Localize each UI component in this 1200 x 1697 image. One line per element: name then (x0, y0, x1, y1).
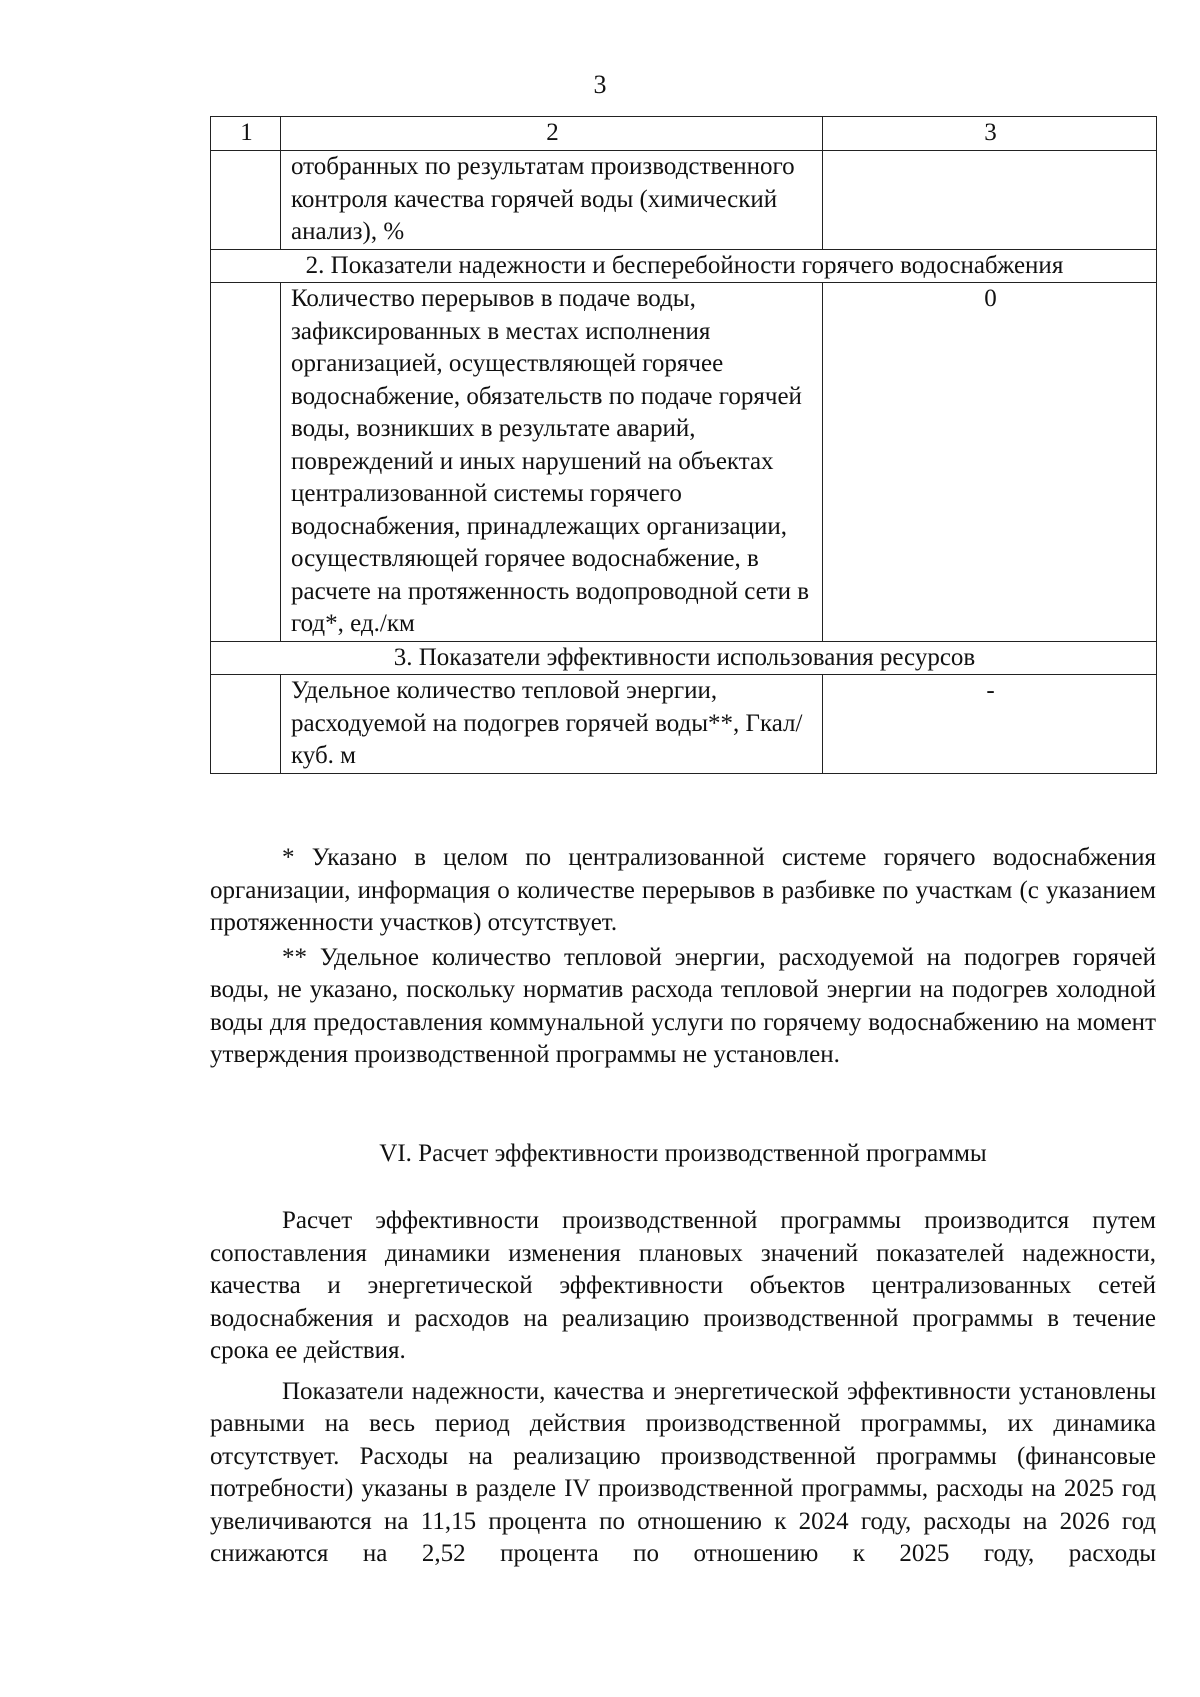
indicator-value-cell: - (823, 675, 1157, 774)
footnote-1: * Указано в целом по централизованной системе горячего водоснабжения организации, информация о количестве перерывов в разбивке по участкам (с указанием протяженности участков) отсутствует. (210, 844, 1156, 936)
row-number-cell (211, 151, 281, 250)
table-header-cell: 2 (281, 117, 823, 151)
section-title-cell: 2. Показатели надежности и бесперебойности горячего водоснабжения (211, 249, 1157, 283)
paragraph-2: Показатели надежности, качества и энергетической эффективности установлены равными на весь период действия производственной программы, их динамика отсутствует. Расходы на реализацию производственной программы (финансовые потребности) указаны в разделе IV производственной программы, расходы на 2025 год увеличиваются на 11,15 процента по отношению к 2024 году, расходы на 2026 год снижаются на 2,52 процента по отношению к 2025 году, расходы (210, 1377, 1156, 1567)
page-number: 3 (593, 70, 607, 99)
table-row (211, 283, 1157, 642)
footnotes (210, 842, 1156, 1072)
section-title-cell: 3. Показатели эффективности использования ресурсов (211, 641, 1157, 675)
table-section-row (211, 641, 1157, 675)
indicator-value-cell (823, 151, 1157, 250)
row-number-cell (211, 675, 281, 774)
indicator-name-cell: Удельное количество тепловой энергии, расходуемой на подогрев горячей воды**, Гкал/ куб. м (281, 675, 823, 774)
table-header-cell: 1 (211, 117, 281, 151)
row-number-cell (211, 283, 281, 642)
section-heading: VI. Расчет эффективности производственной программы (379, 1140, 987, 1167)
indicator-name-cell: отобранных по результатам производственного контроля качества горячей воды (химический анализ), % (281, 151, 823, 250)
table-section-row (211, 249, 1157, 283)
table-header-row (211, 117, 1157, 151)
table-header-cell: 3 (823, 117, 1157, 151)
indicator-value-cell: 0 (823, 283, 1157, 642)
table-row (211, 151, 1157, 250)
indicators-table (210, 116, 1157, 774)
paragraph-1: Расчет эффективности производственной программы производится путем сопоставления динамики изменения плановых значений показателей надежности, качества и энергетической эффективности объектов централизованных сетей водоснабжения и расходов на реализацию производственной программы в течение срока ее действия. (210, 1207, 1156, 1364)
table-row (211, 675, 1157, 774)
indicator-name-cell: Количество перерывов в подаче воды, зафиксированных в местах исполнения организацией, осуществляющей горячее водоснабжение, обязательств по подаче горячей воды, возникших в результате аварий, повреждений и иных нарушений на объектах централизованной системы горячего водоснабжения, принадлежащих организации, осуществляющей горячее водоснабжение, в расчете на протяженность водопроводной сети в год*, ед./км (281, 283, 823, 642)
footnote-2: ** Удельное количество тепловой энергии, расходуемой на подогрев горячей воды, не указано, поскольку норматив расхода тепловой энергии на подогрев холодной воды для предоставления коммунальной услуги по горячему водоснабжению на момент утверждения производственной программы не установлен. (210, 943, 1156, 1068)
body-text (210, 1205, 1156, 1571)
